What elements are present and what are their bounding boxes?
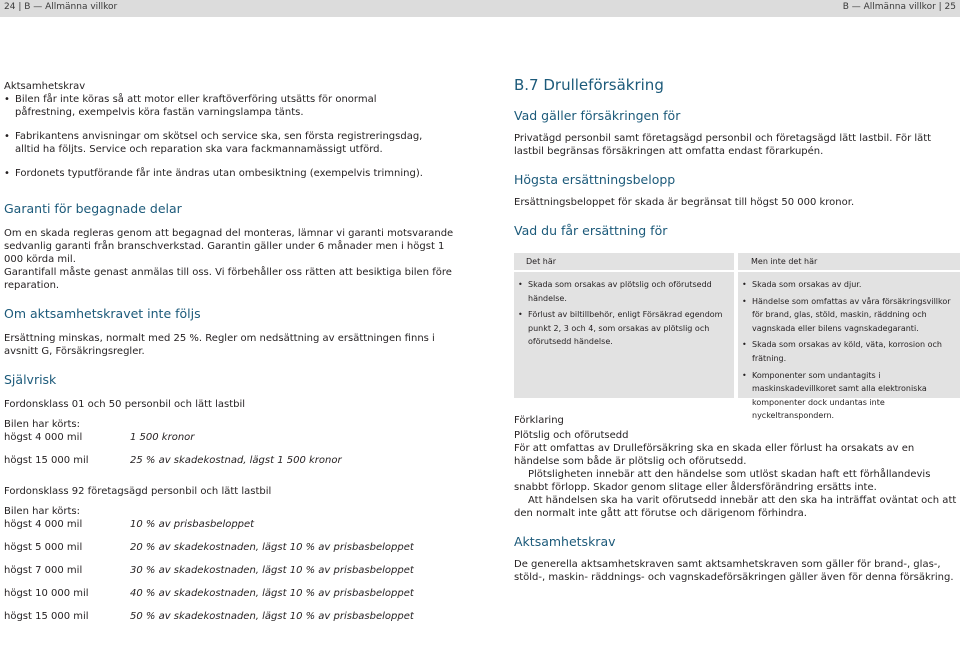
vad-du-far-heading: Vad du får ersättning för [514,223,668,238]
akt-text: De generella aktsamhetskraven samt aktsamhetskraven som gäller för brand-, glas-, stöld-, maskin- räddnings- och vagnskadeförsäkringen gäller även för denna försäkring. [514,559,954,583]
table-row [4,587,456,600]
left-column [4,80,456,623]
list-item: • Fabrikantens anvisningar om skötsel och service ska, sen första registreringsdag, alltid ha följts. Service och reparation ska vara fackmannamässigt utförd. [4,130,432,156]
row-label: högst 4 000 mil [4,432,83,443]
table-header-excluded: Men inte det här [751,257,818,266]
row-value: 50 % av skadekostnaden, lägst 10 % av prisbasbeloppet [130,611,414,622]
forklaring-paragraph-1: För att omfattas av Drulleförsäkring ska en skada eller förlust ha orsakats av en händelse som både är plötslig och oförutsedd. [514,443,915,467]
list-item: • Skada som orsakas av djur. [742,278,957,292]
header-left-pagination: 24 | B — Allmänna villkor [4,2,118,12]
row-value: 40 % av skadekostnaden, lägst 10 % av prisbasbeloppet [130,588,414,599]
right-column [514,76,960,584]
forklaring-paragraph-2: Plötsligheten innebär att den händelse som utlöst skadan haft ett förhållandevis snabbt förlopp. Skador genom slitage eller åldersförändring ersätts inte. [514,469,931,493]
forklaring-subheading: Plötslig och oförutsedd [514,430,629,441]
list-item: • Komponenter som undantagits i maskinskadevillkoret samt alla elektroniska komponenter dock undantas inte nyckeltranspondern. [742,369,957,423]
header-divider [514,270,960,272]
row-label: högst 7 000 mil [4,565,83,576]
om-aktsamhet-text: Ersättning minskas, normalt med 25 %. Regler om nedsättning av ersättningen finns i avsnitt G, Försäkringsregler. [4,333,435,357]
included-column [518,278,728,349]
column-divider [734,253,738,398]
row-label: högst 15 000 mil [4,455,89,466]
klass2-subheading: Bilen har körts: [4,506,81,517]
klass2-heading: Fordonsklass 92 företagsägd personbil och lätt lastbil [4,486,272,497]
excluded-list [742,278,957,423]
row-value: 10 % av prisbasbeloppet [130,519,255,530]
row-value: 1 500 kronor [130,432,195,443]
akt-heading: Aktsamhetskrav [514,534,616,549]
hogsta-heading: Högsta ersättningsbelopp [514,172,676,187]
hogsta-text: Ersättningsbeloppet för skada är begränsat till högst 50 000 kronor. [514,197,855,208]
forklaring-heading: Förklaring [514,415,564,426]
table-row [4,610,456,623]
table-row [4,518,456,531]
vad-galler-text: Privatägd personbil samt företagsägd personbil och företagsägd lätt lastbil. För lätt lastbil begränsas försäkringen att omfatta endast förarkupén. [514,133,932,157]
table-row [4,431,456,444]
klass1-heading: Fordonsklass 01 och 50 personbil och lätt lastbil [4,399,246,410]
forklaring-paragraph-3: Att händelsen ska ha varit oförutsedd innebär att den ska ha inträffat oväntat och att den normalt inte gått att förutse och därigenom förhindra. [514,495,957,519]
list-item: • Händelse som omfattas av våra försäkringsvillkor för brand, glas, stöld, maskin, räddning och vagnskada eller bilens vagnskadegaranti. [742,295,957,336]
section-title: B.7 Drulleförsäkring [514,76,664,94]
list-item: • Förlust av biltillbehör, enligt Försäkrad egendom punkt 2, 3 och 4, som orsakas av plötslig och oförutsedd händelse. [518,308,728,349]
row-value: 25 % av skadekostnad, lägst 1 500 kronor [130,455,342,466]
list-item: • Fordonets typutförande får inte ändras utan ombesiktning (exempelvis trimning). [4,167,432,180]
list-item: • Bilen får inte köras så att motor eller kraftöverföring utsätts för onormal påfrestning, exempelvis köra fastän varningslampa tänts. [4,93,432,119]
aktsamhet-heading: Aktsamhetskrav [4,81,86,92]
row-label: högst 10 000 mil [4,588,89,599]
om-aktsamhet-heading: Om aktsamhetskravet inte följs [4,306,201,321]
garanti-paragraph-1: Om en skada regleras genom att begagnad del monteras, lämnar vi garanti motsvarande sedvanlig garanti från branschverkstad. Garantin gäller under 6 månader men i högst 1 000 körda mil. [4,228,454,265]
list-item: • Skada som orsakas av köld, väta, korrosion och frätning. [742,338,957,365]
aktsamhet-list [4,93,432,180]
table-header-included: Det här [526,257,557,266]
row-label: högst 5 000 mil [4,542,83,553]
vad-galler-heading: Vad gäller försäkringen för [514,108,681,123]
sjalvrisk-heading: Självrisk [4,372,57,387]
garanti-heading: Garanti för begagnade delar [4,201,182,216]
klass1-subheading: Bilen har körts: [4,419,81,430]
table-row [4,541,456,554]
row-value: 30 % av skadekostnaden, lägst 10 % av prisbasbeloppet [130,565,414,576]
included-list [518,278,728,349]
excluded-column [742,278,957,423]
list-item: • Skada som orsakas av plötslig och oförutsedd händelse. [518,278,728,305]
row-label: högst 15 000 mil [4,611,89,622]
table-row [4,454,456,467]
garanti-paragraph-2: Garantifall måste genast anmälas till oss. Vi förbehåller oss rätten att besiktiga bilen före reparation. [4,267,452,291]
table-row [4,564,456,577]
row-label: högst 4 000 mil [4,519,83,530]
row-value: 20 % av skadekostnaden, lägst 10 % av prisbasbeloppet [130,542,414,553]
header-right-pagination: B — Allmänna villkor | 25 [842,2,956,12]
page-header [0,0,960,17]
